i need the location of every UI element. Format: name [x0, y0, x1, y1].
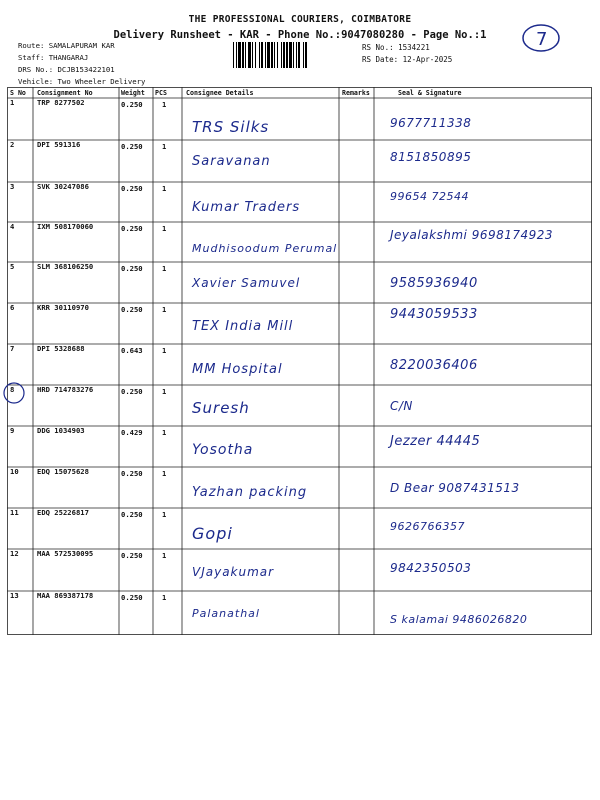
rs-number: RS No.: 1534221	[362, 43, 430, 52]
row-signature-handwritten: 8151850895	[390, 150, 472, 164]
row-consignee-handwritten: MM Hospital	[192, 362, 283, 377]
route-text: Route: SAMALAPURAM KAR	[18, 41, 115, 50]
row-consignment-no: EDQ 25226817	[37, 508, 89, 517]
row-consignee-handwritten: Palanathal	[192, 607, 260, 620]
row-consignment-no: HRD 714783276	[37, 385, 94, 394]
row-pcs: 1	[162, 593, 167, 602]
row-signature-handwritten: 8220036406	[390, 358, 478, 373]
row-consignee-handwritten: TRS Silks	[192, 118, 270, 136]
row-weight: 0.250	[121, 142, 143, 151]
row-sno: 9	[10, 426, 15, 435]
row-sno: 1	[10, 98, 15, 107]
row-sno: 4	[10, 222, 15, 231]
row-sno: 13	[10, 591, 19, 600]
row-signature-handwritten: 99654 72544	[390, 190, 469, 203]
col-header-consignment: Consignment No	[37, 89, 93, 97]
col-header-weight: Weight	[121, 89, 145, 97]
document-title: THE PROFESSIONAL COURIERS, COIMBATORE	[188, 14, 412, 25]
row-consignee-handwritten: Yazhan packing	[192, 485, 308, 500]
row-pcs: 1	[162, 551, 167, 560]
row-sno: 5	[10, 262, 15, 271]
row-signature-handwritten: 9626766357	[390, 520, 465, 533]
runsheet-table-grid	[7, 87, 592, 635]
col-header-seal: Seal & Signature	[398, 89, 462, 97]
row-signature-handwritten: D Bear 9087431513	[390, 481, 520, 495]
row-consignee-handwritten: TEX India Mill	[192, 319, 294, 334]
row-consignment-no: DDG 1034903	[37, 426, 85, 435]
row-consignment-no: SLM 368106250	[37, 262, 94, 271]
row-sno: 10	[10, 467, 19, 476]
row-consignee-handwritten: VJayakumar	[192, 565, 275, 579]
row-weight: 0.250	[121, 387, 143, 396]
row-consignee-handwritten: Yosotha	[192, 442, 254, 458]
row-sno: 11	[10, 508, 19, 517]
row-consignment-no: MAA 572530095	[37, 549, 94, 558]
row-consignment-no: IXM 508170060	[37, 222, 94, 231]
row-consignee-handwritten: Suresh	[192, 399, 250, 417]
row-pcs: 1	[162, 100, 167, 109]
row-weight: 0.250	[121, 100, 143, 109]
row-signature-handwritten: Jezzer 44445	[390, 434, 481, 449]
row-sno: 3	[10, 182, 15, 191]
row-weight: 0.250	[121, 551, 143, 560]
rs-date: RS Date: 12-Apr-2025	[362, 55, 453, 64]
row-8-circle-mark	[2, 381, 26, 405]
row-weight: 0.250	[121, 469, 143, 478]
col-header-sno: S No	[10, 89, 26, 97]
page-circle-mark	[521, 22, 561, 54]
row-sno: 2	[10, 140, 15, 149]
row-consignee-handwritten: Mudhisoodum Perumal	[192, 242, 338, 255]
row-weight: 0.250	[121, 224, 143, 233]
row-consignment-no: KRR 30110970	[37, 303, 89, 312]
row-signature-handwritten: C/N	[390, 399, 413, 413]
row-consignee-handwritten: Saravanan	[192, 154, 271, 169]
row-consignment-no: SVK 30247086	[37, 182, 89, 191]
col-header-remarks: Remarks	[342, 89, 370, 97]
row-consignment-no: DPI 5328688	[37, 344, 85, 353]
row-sno: 12	[10, 549, 19, 558]
row-pcs: 1	[162, 469, 167, 478]
drs-text: DRS No.: DCJB153422101	[18, 65, 115, 74]
row-signature-handwritten: Jeyalakshmi 9698174923	[390, 228, 554, 242]
row-weight: 0.250	[121, 510, 143, 519]
row-weight: 0.429	[121, 428, 143, 437]
row-pcs: 1	[162, 346, 167, 355]
row-pcs: 1	[162, 428, 167, 437]
page-mark-text: 7	[536, 29, 548, 50]
row-consignment-no: EDQ 15075628	[37, 467, 89, 476]
row-pcs: 1	[162, 184, 167, 193]
row-pcs: 1	[162, 142, 167, 151]
vehicle-text: Vehicle: Two Wheeler Delivery	[18, 77, 146, 86]
row-weight: 0.250	[121, 593, 143, 602]
row-weight: 0.250	[121, 184, 143, 193]
row-sno: 6	[10, 303, 15, 312]
row-consignment-no: MAA 869387178	[37, 591, 94, 600]
row-weight: 0.250	[121, 305, 143, 314]
row-signature-handwritten: 9443059533	[390, 307, 478, 322]
row-signature-handwritten: 9842350503	[390, 561, 472, 575]
document-subtitle: Delivery Runsheet - KAR - Phone No.:9047080280 - Page No.:1	[113, 29, 487, 41]
row-weight: 0.250	[121, 264, 143, 273]
row-pcs: 1	[162, 510, 167, 519]
row-signature-handwritten: 9677711338	[390, 116, 472, 130]
row-sno: 7	[10, 344, 15, 353]
row-pcs: 1	[162, 224, 167, 233]
row-weight: 0.643	[121, 346, 143, 355]
row-consignee-handwritten: Xavier Samuvel	[192, 276, 301, 290]
row-signature-handwritten: 9585936940	[390, 276, 478, 291]
row-pcs: 1	[162, 387, 167, 396]
barcode	[232, 42, 356, 68]
row-consignment-no: DPI 591316	[37, 140, 81, 149]
row-sno: 8	[10, 385, 15, 394]
row-consignment-no: TRP 8277502	[37, 98, 85, 107]
row-pcs: 1	[162, 264, 167, 273]
staff-text: Staff: THANGARAJ	[18, 53, 89, 62]
col-header-pcs: PCS	[155, 89, 167, 97]
row-consignee-handwritten: Gopi	[192, 524, 233, 543]
row-signature-handwritten: S kalamai 9486026820	[390, 613, 528, 626]
col-header-consignee: Consignee Details	[186, 89, 254, 97]
row-pcs: 1	[162, 305, 167, 314]
row-consignee-handwritten: Kumar Traders	[192, 200, 301, 215]
